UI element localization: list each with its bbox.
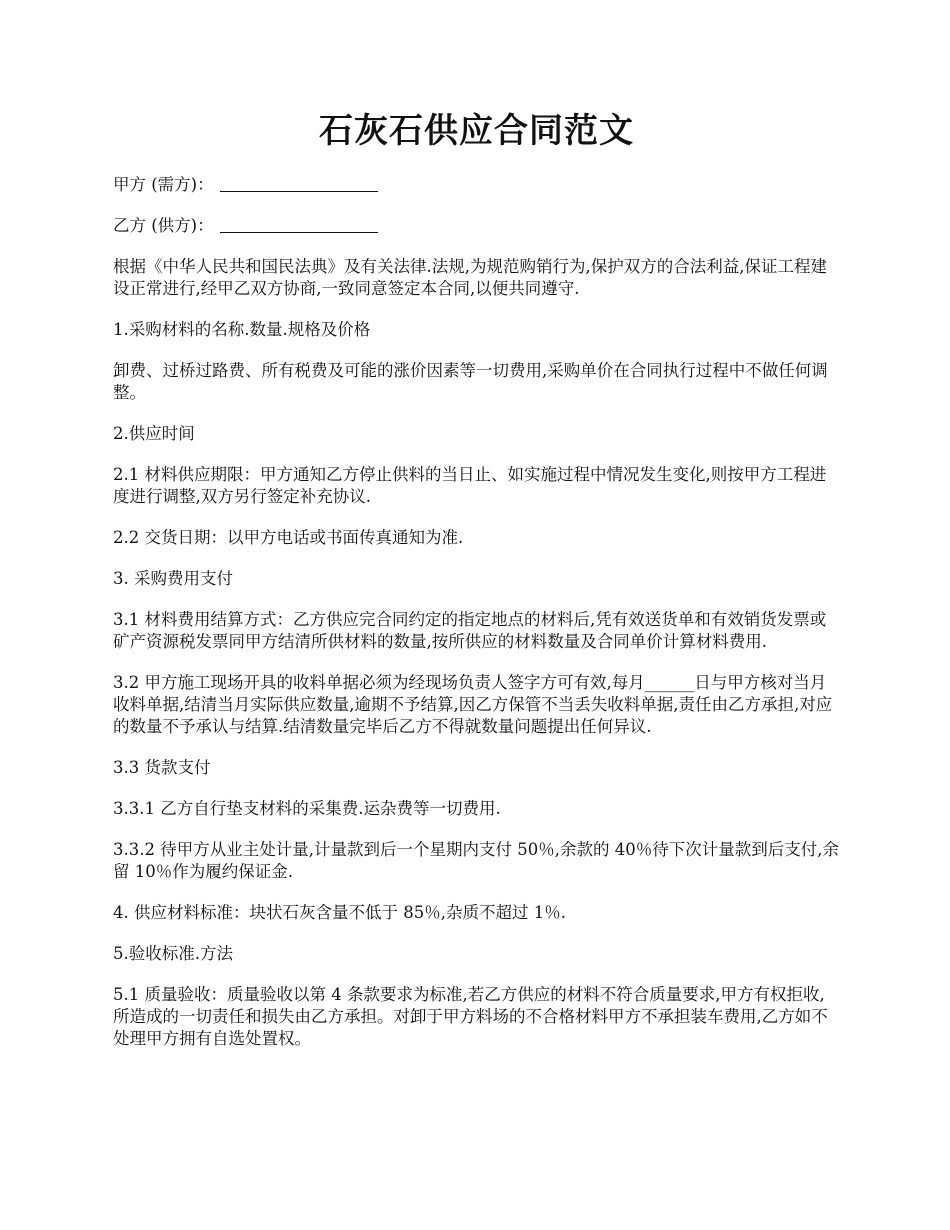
section-heading: 3.3 货款支付 [113,758,211,777]
body-paragraph: 2.2 交货日期：以甲方电话或书面传真通知为准. [113,528,464,547]
party-a-label: 甲方 (需方)： [113,175,214,194]
party-a-line [113,174,840,196]
body-paragraph: 3.2 甲方施工现场开具的收料单据必须为经现场负责人签字方可有效,每月______日与甲方核对当月收料单据,结清当月实际供应数量,逾期不予结算,因乙方保管不当丢失收料单据,责任由乙方承担,对应的数量不予承认与结算.结清数量完毕后乙方不得就数量问题提出任何异议. [113,673,833,736]
body-paragraph: 3.1 材料费用结算方式：乙方供应完合同约定的指定地点的材料后,凭有效送货单和有效销货发票或矿产资源税发票同甲方结清所供材料的数量,按所供应的材料数量及合同单价计算材料费用. [113,610,827,651]
section-heading: 1.采购材料的名称.数量.规格及价格 [113,320,371,339]
body-paragraph: 5.1 质量验收：质量验收以第 4 条款要求为标准,若乙方供应的材料不符合质量要求,甲方有权拒收,所造成的一切责任和损失由乙方承担。对卸于甲方料场的不合格材料甲方不承担装车费用,乙方如不处理甲方拥有自选处置权。 [113,985,828,1048]
body-paragraph: 卸费、过桥过路费、所有税费及可能的涨价因素等一切费用,采购单价在合同执行过程中不做任何调整。 [113,361,828,402]
body-paragraph: 4. 供应材料标准：块状石灰含量不低于 85％,杂质不超过 1％. [113,903,566,922]
party-b-label: 乙方 (供方)： [113,216,214,235]
party-b-blank [220,216,378,233]
party-b-line [113,215,840,237]
section-heading: 2.供应时间 [113,424,195,443]
party-a-blank [220,175,378,192]
body-paragraph: 2.1 材料供应期限：甲方通知乙方停止供料的当日止、如实施过程中情况发生变化,则按甲方工程进度进行调整,双方另行签定补充协议. [113,465,827,506]
preamble-paragraph: 根据《中华人民共和国民法典》及有关法律.法规,为规范购销行为,保护双方的合法利益,保证工程建设正常进行,经甲乙双方协商,一致同意签定本合同,以便共同遵守. [113,257,827,298]
body-paragraph: 3.3.1 乙方自行垫支材料的采集费.运杂费等一切费用. [113,799,501,818]
section-heading: 5.验收标准.方法 [113,944,233,963]
document-title: 石灰石供应合同范文 [319,111,634,151]
section-heading: 3. 采购费用支付 [113,569,233,588]
body-paragraph: 3.3.2 待甲方从业主处计量,计量款到后一个星期内支付 50％,余款的 40％待下次计量款到后支付,余留 10％作为履约保证金. [113,840,839,881]
